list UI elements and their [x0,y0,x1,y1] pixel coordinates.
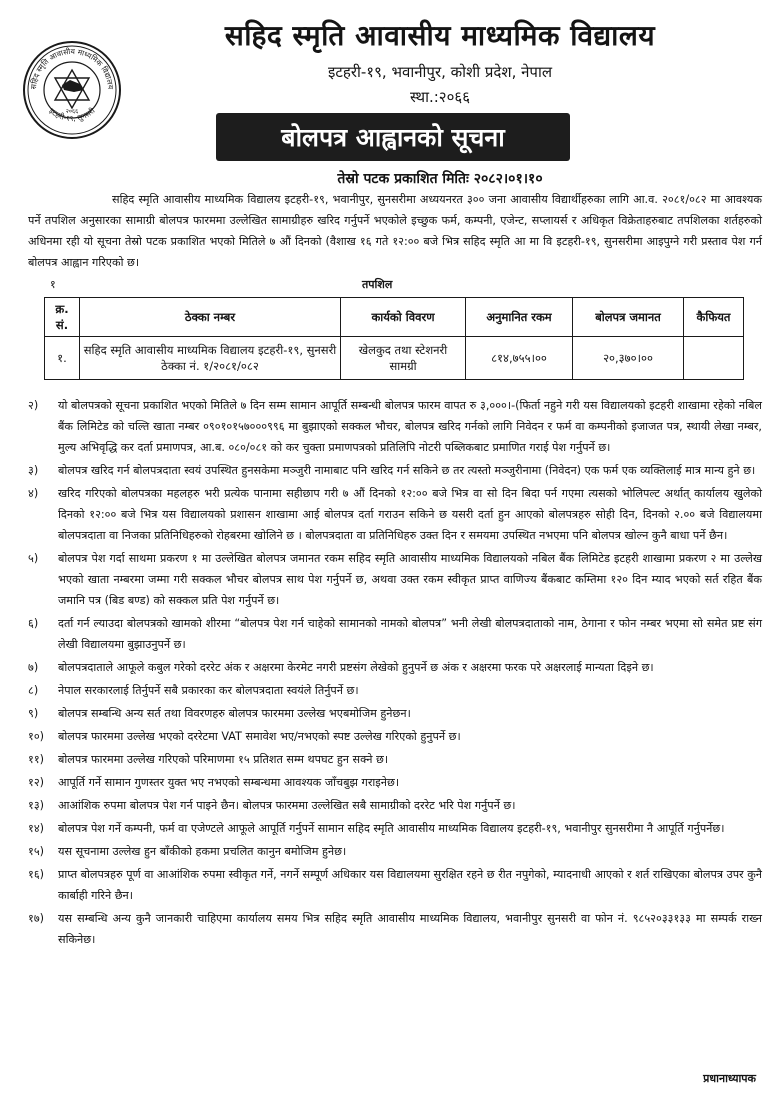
clause-text: यो बोलपत्रको सूचना प्रकाशित भएको मितिले ७ दिन सम्म सामान आपूर्ति सम्बन्धी बोलपत्र फारम वापत रु ३,०००।-(फिर्ता नहुने गरी यस विद्यालयको इटहरी शाखामा रहेको नबिल बैंक लिमिटेड को चल्ति खाता नम्बर ०९०१०१५७०००९९६ मा बुझाएको सक्कल भौचर, बोलपत्र खरिद गर्नको लागि निवेदन र फर्म वा कम्पनीको इजाजत पत्र, स्थायी लेखा नम्बर, मुल्य अभिवृद्धि कर दर्ता प्रमाणपत्र, आ.ब. ०८०/०८१ को कर चुक्ता प्रमाणपत्रको प्रतिलिपि नोटरी पब्लिकबाट प्रमाणित गराई पेश गर्नुपर्ने छ। [58,399,762,454]
school-name: सहिद स्मृति आवासीय माध्यमिक विद्यालय [224,19,656,52]
clause-text: आपूर्ति गर्ने सामान गुणस्तर युक्त भए नभएको सम्बन्धमा आवश्यक जाँचबुझ गराइनेछ। [58,776,400,789]
header-remarks: कैफियत [684,298,744,337]
clause-item [28,908,762,950]
clause-number: ५) [28,552,39,565]
clause-text: यस सूचनामा उल्लेख हुन बाँकीको हकमा प्रचलित कानुन बमोजिम हुनेछ। [58,845,347,858]
school-address: इटहरी-१९, भवानीपुर, कोशी प्रदेश, नेपाल [327,63,553,81]
clause-item [28,818,762,839]
clause-item [28,548,762,611]
clause-text: बोलपत्रदाताले आफूले कबुल गरेको दररेट अंक र अक्षरमा केरमेट नगरी प्रष्टसंग लेखेको हुनुपर्ने छ अंक र अक्षरमा फरक परे अक्षरलाई मान्यता दिइने छ। [58,661,654,674]
clause-item [28,726,762,747]
clause-item [28,703,762,724]
clause-text: बोलपत्र फारममा उल्लेख भएको दररेटमा VAT समावेश भए/नभएको स्पष्ट उल्लेख गरिएको हुनुपर्ने छ। [58,730,461,743]
clause-number: १२) [28,776,44,789]
logo-year: २०६६ [65,108,79,115]
cell-remarks [684,337,744,380]
table-row [45,337,744,380]
clause-text: बोलपत्र पेश गर्ने कम्पनी, फर्म वा एजेण्टले आफूले आपूर्ति गर्नुपर्ने सामान सहिद स्मृति आवासीय माध्यमिक विद्यालय इटहरी-१९, भवानीपुर सुनसरीमा नै आपूर्ति गर्नुपर्नेछ। [58,822,725,835]
clause-number: ६) [28,617,39,630]
publication-date: तेस्रो पटक प्रकाशित मितिः २०८२।०१।१० [337,171,543,187]
notice-title: बोलपत्र आह्वानको सूचना [281,123,505,152]
school-logo-icon [22,40,122,140]
clause-number: १०) [28,730,44,743]
clause-item [28,657,762,678]
clause-text: दर्ता गर्न ल्याउदा बोलपत्रको खामको शीरमा “बोलपत्र पेश गर्न चाहेको सामानको नामको बोलपत्र” भनी लेखी बोलपत्रदाताको नाम, ठेगाना र फोन नम्बर भएमा सो समेत प्रष्ट संग लेखी विद्यालयमा बुझाउनुपर्ने छ। [58,617,762,651]
clause-text: बोलपत्र पेश गर्दा साथमा प्रकरण १ मा उल्लेखित बोलपत्र जमानत रकम सहिद स्मृति आवासीय माध्यमिक विद्यालयको नबिल बैंक लिमिटेड इटहरी शाखामा प्रकरण २ मा उल्लेख भएको खाता नम्बरमा जम्मा गरी सक्कल भौचर बोलपत्र साथ पेश गर्नुपर्ने छ, अथवा उक्त रकम स्वीकृत प्राप्त वाणिज्य बैंकबाट कम्तिमा १२० दिन म्याद भएको सर्त रहित बैंक जमानि पत्र (बिड बण्ड) को सक्कल प्रति पेश गर्नुपर्ने छ। [58,552,762,607]
clause-number: १६) [28,868,44,881]
header-work-description: कार्यको विवरण [341,298,466,337]
clause-item [28,772,762,793]
clause-item [28,841,762,862]
clause-item [28,680,762,701]
cell-bid-security: २०,३७०।०० [573,337,684,380]
header-serial: क्र. सं. [45,298,80,337]
clause-item [28,795,762,816]
tapsil-table [44,297,744,380]
table-header-row [45,298,744,337]
clause-number: ११) [28,753,44,766]
cell-estimated-amount: ८१४,७५५।०० [466,337,573,380]
clause-item [28,460,762,481]
cell-serial: १. [45,337,80,380]
clause-number: ४) [28,487,39,500]
signature-title: प्रधानाध्यापक [703,1072,756,1085]
cell-work-description: खेलकुद तथा स्टेशनरी सामग्री [341,337,466,380]
clause-text: यस सम्बन्धि अन्य कुनै जानकारी चाहिएमा कार्यालय समय भित्र सहिद स्मृति आवासीय माध्यमिक विद्यालय, भवानीपुर सुनसरी वा फोन नं. ९८५२०३३१३३ मा सम्पर्क राख्न सकिनेछ। [58,912,762,946]
cell-contract-number: सहिद स्मृति आवासीय माध्यमिक विद्यालय इटहरी-१९, सुनसरी ठेक्का नं. १/२०८१/०८२ [80,337,341,380]
clause-text: बोलपत्र खरिद गर्न बोलपत्रदाता स्वयं उपस्थित हुनसकेमा मञ्जुरी नामाबाट पनि खरिद गर्न सकिने छ तर त्यस्तो मञ्जुरीनामा (निवेदन) एक फर्म एक व्यक्तिलाई मात्र मान्य हुने छ। [58,464,756,477]
tapsil-item-number: १ [50,278,56,291]
clause-number: ३) [28,464,39,477]
established-year: स्था.:२०६६ [409,88,471,106]
clause-number: १४) [28,822,44,835]
notice-title-banner [216,113,570,161]
clause-text: बोलपत्र फारममा उल्लेख गरिएको परिमाणमा १५ प्रतिशत सम्म थपघट हुन सक्ने छ। [58,753,389,766]
header-estimated-amount: अनुमानित रकम [466,298,573,337]
clause-number: १७) [28,912,44,925]
clause-item [28,749,762,770]
tapsil-label: तपशिल [362,278,393,291]
clause-item [28,483,762,546]
clause-text: आआंशिक रुपमा बोलपत्र पेश गर्न पाइने छैन। बोलपत्र फारममा उल्लेखित सबै सामाग्रीको दररेट भरि पेश गर्नुपर्ने छ। [58,799,516,812]
clause-number: ७) [28,661,39,674]
intro-paragraph: सहिद स्मृति आवासीय माध्यमिक विद्यालय इटहरी-१९, भवानीपुर, सुनसरीमा अध्ययनरत ३०० जना आवासीय विद्यार्थीहरुका लागि आ.व. २०८१/०८२ मा आवश्यक पर्ने तपशिल अनुसारका सामाग्री बोलपत्र फारममा उल्लेखित सामाग्रीहरु खरिद गर्नुपर्ने भएकोले इच्छुक फर्म, कम्पनी, एजेन्ट, सप्लायर्स र अधिकृत विक्रेताहरुबाट तपशिलका शर्तहरुको अधिनमा रही यो सूचना तेस्रो पटक प्रकाशित भएको मितिले ७ औं दिनको (वैशाख १६ गते १२:०० बजे भित्र सहिद स्मृति आ मा वि इटहरी-१९, सुनसरीमा आइपुग्ने गरी प्रस्ताव पेश गर्न बोलपत्र आह्वान गरिएको छ। [28,193,762,269]
clause-list [28,395,762,952]
clause-number: १५) [28,845,44,858]
clause-text: बोलपत्र सम्बन्धि अन्य सर्त तथा विवरणहरु बोलपत्र फारममा उल्लेख भएबमोजिम हुनेछन। [58,707,411,720]
logo-bottom-text: इटहरी-१९, सुनसरी [47,106,97,123]
clause-number: ९) [28,707,39,720]
clause-number: २) [28,399,39,412]
logo-ring-text: सहिद स्मृति आवासीय माध्यमिक विद्यालय [28,46,116,90]
clause-text: खरिद गरिएको बोलपत्रका महलहरु भरी प्रत्येक पानामा सहीछाप गरी ७ औं दिनको १२:०० बजे भित्र वा सो दिन बिदा पर्न गएमा त्यसको भोलिपल्ट अर्थात् कार्यालय खुलेको दिनको १२:०० बजे भित्र यस विद्यालयको प्रशासन शाखामा आई बोलपत्र दर्ता गराउन सकिने छ यसरी दर्ता हुन आएको बोलपत्रहरु सोही दिन, दिनको २.०० बजे विद्यालयमा बोलपत्रदाता वा निजका प्रतिनिधिहरुको रोहबरमा खोलिने छ । बोलपत्रदाता वा प्रतिनिधिहरु उक्त दिन र समयमा उपस्थित नभएमा पनि बोलपत्र खोल्न कुनै बाधा पर्ने छैन। [58,487,762,542]
clause-text: प्राप्त बोलपत्रहरु पूर्ण वा आआंशिक रुपमा स्वीकृत गर्ने, नगर्ने सम्पूर्ण अधिकार यस विद्यालयमा सुरक्षित रहने छ रीत नपुगेको, म्यादनाधी आएको र शर्त राखिएका बोलपत्र उपर कुनै कार्बाही गरिने छैन। [58,868,762,902]
header-bid-security: बोलपत्र जमानत [573,298,684,337]
clause-text: नेपाल सरकारलाई तिर्नुपर्ने सबै प्रकारका कर बोलपत्रदाता स्वयंले तिर्नुपर्ने छ। [58,684,359,697]
header-contract-number: ठेक्का नम्बर [80,298,341,337]
clause-number: १३) [28,799,44,812]
clause-item [28,613,762,655]
clause-item [28,395,762,458]
clause-number: ८) [28,684,39,697]
clause-item [28,864,762,906]
